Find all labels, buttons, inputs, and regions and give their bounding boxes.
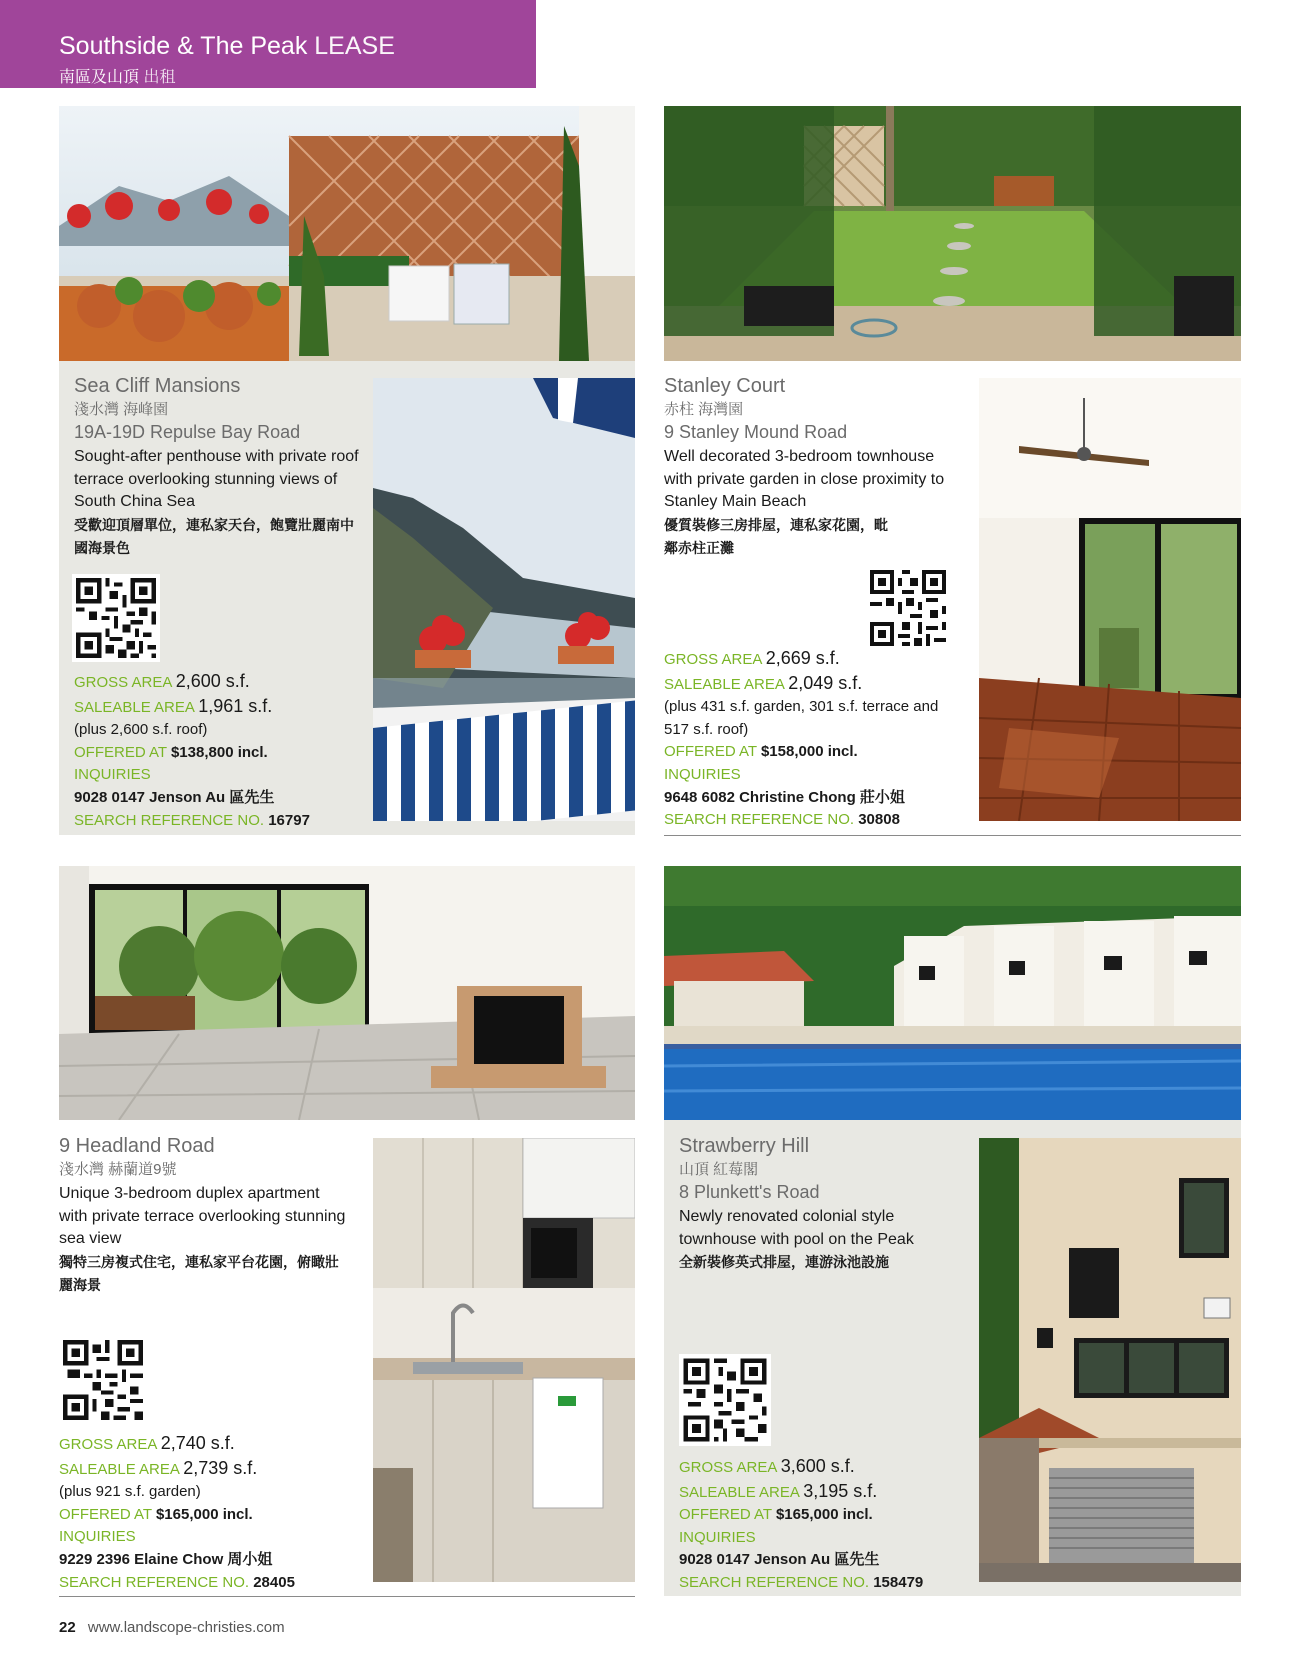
property-description-cn: 受歡迎頂層單位，連私家天台，飽覽壯麗南中國海景色	[74, 516, 354, 556]
price: $165,000 incl.	[775, 1506, 873, 1524]
search-ref: 28405	[253, 1573, 295, 1591]
qr-code-icon[interactable]	[72, 574, 160, 662]
property-name-cn: 山頂 紅莓閣	[679, 1161, 759, 1178]
saleable-area-value: 2,739 s.f.	[183, 1457, 258, 1478]
saleable-area-value: 2,049 s.f.	[788, 672, 863, 693]
townhouse-exterior-photo	[979, 1138, 1241, 1582]
extra-area: (plus 431 s.f. garden, 301 s.f. terrace and 517 s.f. roof)	[664, 698, 939, 738]
search-ref: 158479	[873, 1573, 924, 1591]
website-link[interactable]: www.landscope-christies.com	[87, 1619, 285, 1636]
property-name: Strawberry Hill	[679, 1135, 810, 1157]
price: $138,800 incl.	[170, 743, 268, 761]
property-name-cn: 淺水灣 赫蘭道9號	[59, 1161, 177, 1178]
listing-text	[59, 1135, 349, 1297]
property-address: 9 Stanley Mound Road	[664, 422, 848, 442]
property-description: Newly renovated colonial style townhouse with pool on the Peak	[679, 1208, 914, 1248]
property-name-cn: 赤柱 海灣園	[664, 401, 744, 418]
extra-area: (plus 921 s.f. garden)	[59, 1483, 201, 1501]
price: $158,000 incl.	[760, 743, 858, 761]
contact: 9028 0147 Jenson Au 區先生	[74, 788, 275, 806]
property-name: Stanley Court	[664, 375, 786, 397]
saleable-area-value: 1,961 s.f.	[198, 695, 273, 716]
divider	[59, 1596, 635, 1597]
property-name: Sea Cliff Mansions	[74, 375, 241, 397]
listing-text	[664, 375, 954, 560]
property-description-cn: 全新裝修英式排屋，連游泳池設施	[679, 1254, 889, 1270]
listing-text	[74, 375, 364, 560]
page-footer	[59, 1619, 285, 1636]
property-name-cn: 淺水灣 海峰園	[74, 401, 169, 418]
sea-view-photo	[373, 378, 635, 821]
section-header	[0, 0, 536, 88]
property-description: Sought-after penthouse with private roof terrace overlooking stunning views of South China Sea	[74, 448, 359, 510]
property-description: Unique 3-bedroom duplex apartment with private terrace overlooking stunning sea view	[59, 1185, 346, 1247]
qr-code-icon[interactable]	[866, 566, 950, 650]
property-description-cn: 優質裝修三房排屋，連私家花園，毗鄰赤柱正灘	[664, 516, 888, 556]
qr-code-icon[interactable]	[679, 1354, 771, 1446]
gross-area-value: 2,740 s.f.	[160, 1433, 235, 1453]
section-subtitle-cn: 南區及山頂 出租	[59, 69, 176, 86]
page-number: 22	[59, 1619, 76, 1636]
listing-specs: GROSS AREA 2,740 s.f. SALEABLE AREA 2,739 s.f. (plus 921 s.f. garden) OFFERED AT $165,000 incl. INQUIRIES 9229 2396 Elaine Chow 周小姐 SEARCH REFERENCE NO. 28405	[59, 1432, 349, 1594]
contact: 9648 6082 Christine Chong 莊小姐	[664, 788, 905, 806]
gross-area-value: 2,669 s.f.	[765, 648, 840, 668]
property-description: Well decorated 3-bedroom townhouse with private garden in close proximity to Stanley Main Beach	[664, 448, 945, 510]
qr-code-icon[interactable]	[59, 1336, 147, 1424]
listing-specs: GROSS AREA 3,600 s.f. SALEABLE AREA 3,195 s.f. OFFERED AT $165,000 incl. INQUIRIES 9028 0147 Jenson Au 區先生 SEARCH REFERENCE NO. 158479	[679, 1455, 969, 1595]
roof-terrace-photo	[59, 106, 635, 361]
search-ref: 16797	[268, 811, 310, 829]
property-address: 19A-19D Repulse Bay Road	[74, 422, 301, 442]
living-room-photo	[979, 378, 1241, 821]
listing-specs: GROSS AREA 2,669 s.f. SALEABLE AREA 2,049 s.f. (plus 431 s.f. garden, 301 s.f. terrace and 517 s.f. roof) OFFERED AT $158,000 incl. INQUIRIES 9648 6082 Christine Chong 莊小姐 SEARCH REFERENCE NO. 30808	[664, 647, 964, 832]
contact: 9229 2396 Elaine Chow 周小姐	[59, 1550, 273, 1568]
kitchen-photo	[373, 1138, 635, 1582]
price: $165,000 incl.	[155, 1505, 253, 1523]
garden-photo	[664, 106, 1241, 361]
listing-specs: GROSS AREA 2,600 s.f. SALEABLE AREA 1,961 s.f. (plus 2,600 s.f. roof) OFFERED AT $138,800 incl. INQUIRIES 9028 0147 Jenson Au 區先生 SEARCH REFERENCE NO. 16797	[74, 670, 364, 832]
saleable-area-value: 3,195 s.f.	[803, 1480, 878, 1501]
pool-photo	[664, 866, 1241, 1120]
section-title: Southside & The Peak LEASE	[59, 32, 395, 60]
gross-area-value: 3,600 s.f.	[780, 1456, 855, 1476]
divider	[664, 835, 1241, 836]
property-description-cn: 獨特三房複式住宅，連私家平台花園，俯瞰壯麗海景	[59, 1253, 339, 1293]
property-name: 9 Headland Road	[59, 1135, 215, 1157]
contact: 9028 0147 Jenson Au 區先生	[679, 1551, 880, 1569]
fireplace-room-photo	[59, 866, 635, 1120]
gross-area-value: 2,600 s.f.	[175, 671, 250, 691]
property-address: 8 Plunkett's Road	[679, 1182, 820, 1202]
search-ref: 30808	[858, 811, 900, 829]
listing-text	[679, 1135, 969, 1274]
extra-area: (plus 2,600 s.f. roof)	[74, 721, 208, 739]
